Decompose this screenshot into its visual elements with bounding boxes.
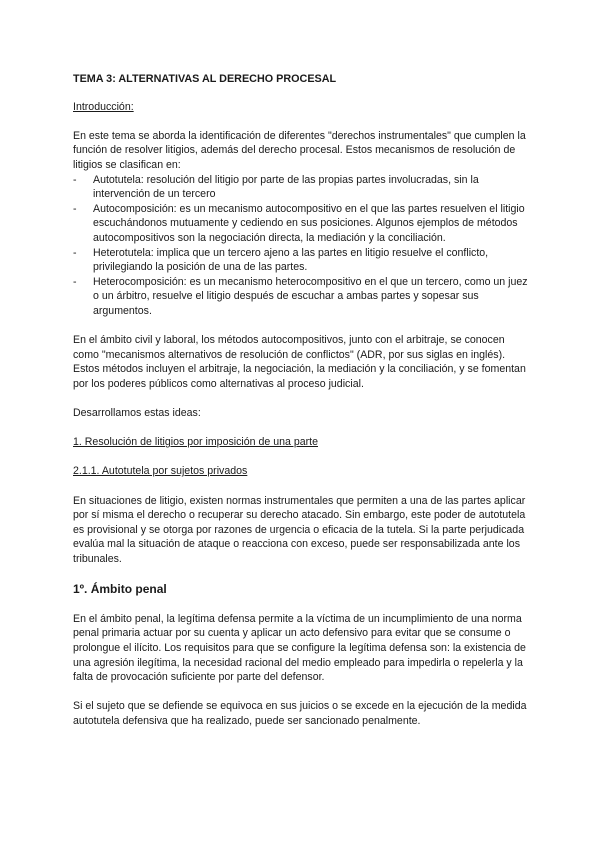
- document-page: [73, 72, 533, 729]
- intro-paragraph: En este tema se aborda la identificación de diferentes "derechos instrumentales" que cumplen la función de resolver litigios, además del derecho procesal. Estos mecanismos de resolución de litigios se clasifican en:: [73, 129, 526, 171]
- exceso-paragraph: Si el sujeto que se defiende se equivoca en sus juicios o se excede en la ejecución de la medida autotutela defensiva que ha realizado, puede ser sancionado penalmente.: [73, 700, 527, 727]
- page-title: TEMA 3: ALTERNATIVAS AL DERECHO PROCESAL: [73, 73, 337, 85]
- classification-list: [73, 173, 533, 319]
- list-item: - Heterotutela: implica que un tercero ajeno a las partes en litigio resuelve el conflicto, privilegiando la posición de una de las partes.: [73, 246, 533, 275]
- section-2-1-1-heading: 2.1.1. Autotutela por sujetos privados: [73, 465, 248, 478]
- list-item: - Heterocomposición: es un mecanismo heterocompositivo en el que un tercero, como un juez o un árbitro, resuelve el litigio después de escuchar a ambas partes y sopesar sus argumentos.: [73, 275, 533, 319]
- list-item: - Autocomposición: es un mecanismo autocompositivo en el que las partes resuelven el litigio escuchándonos mutuamente y cediendo en sus posiciones. Algunos ejemplos de métodos autocompositivos son la negociación directa, la mediación y la conciliación.: [73, 202, 533, 246]
- penal-heading: 1º. Ámbito penal: [73, 582, 167, 597]
- adr-paragraph: En el ámbito civil y laboral, los métodos autocompositivos, junto con el arbitraje, se conocen como "mecanismos alternativos de resolución de conflictos" (ADR, por sus siglas en inglés). Estos métodos incluyen el arbitraje, la negociación, la mediación y la conciliación, y se fomentan por los poderes públicos como alternativas al proceso judicial.: [73, 334, 526, 390]
- section-1-heading: 1. Resolución de litigios por imposición de una parte: [73, 436, 318, 449]
- penal-paragraph: En el ámbito penal, la legítima defensa permite a la víctima de un incumplimiento de una norma penal primaria actuar por su cuenta y aplicar un acto defensivo para evitar que se consume o prolongue el ilícito. Los requisitos para que se configure la legítima defensa son: la existencia de una agresión ilegítima, la necesidad racional del medio empleado para impedirla o repelerla y la falta de provocación suficiente por parte del defensor.: [73, 612, 526, 684]
- autotutela-paragraph: En situaciones de litigio, existen normas instrumentales que permiten a una de las partes aplicar por sí misma el derecho o recuperar su derecho atacado. Sin embargo, este poder de autotutela es provisional y se otorga por razones de urgencia o eficacia de la tutela. Si la parte perjudicada evalúa mal la situación de ataque o reacciona con exceso, puede ser responsabilizada ante los tribunales.: [73, 494, 526, 565]
- intro-heading: Introducción:: [73, 100, 134, 113]
- development-paragraph: Desarrollamos estas ideas:: [73, 407, 201, 420]
- list-item: - Autotutela: resolución del litigio por parte de las propias partes involucradas, sin la intervención de un tercero: [73, 173, 533, 202]
